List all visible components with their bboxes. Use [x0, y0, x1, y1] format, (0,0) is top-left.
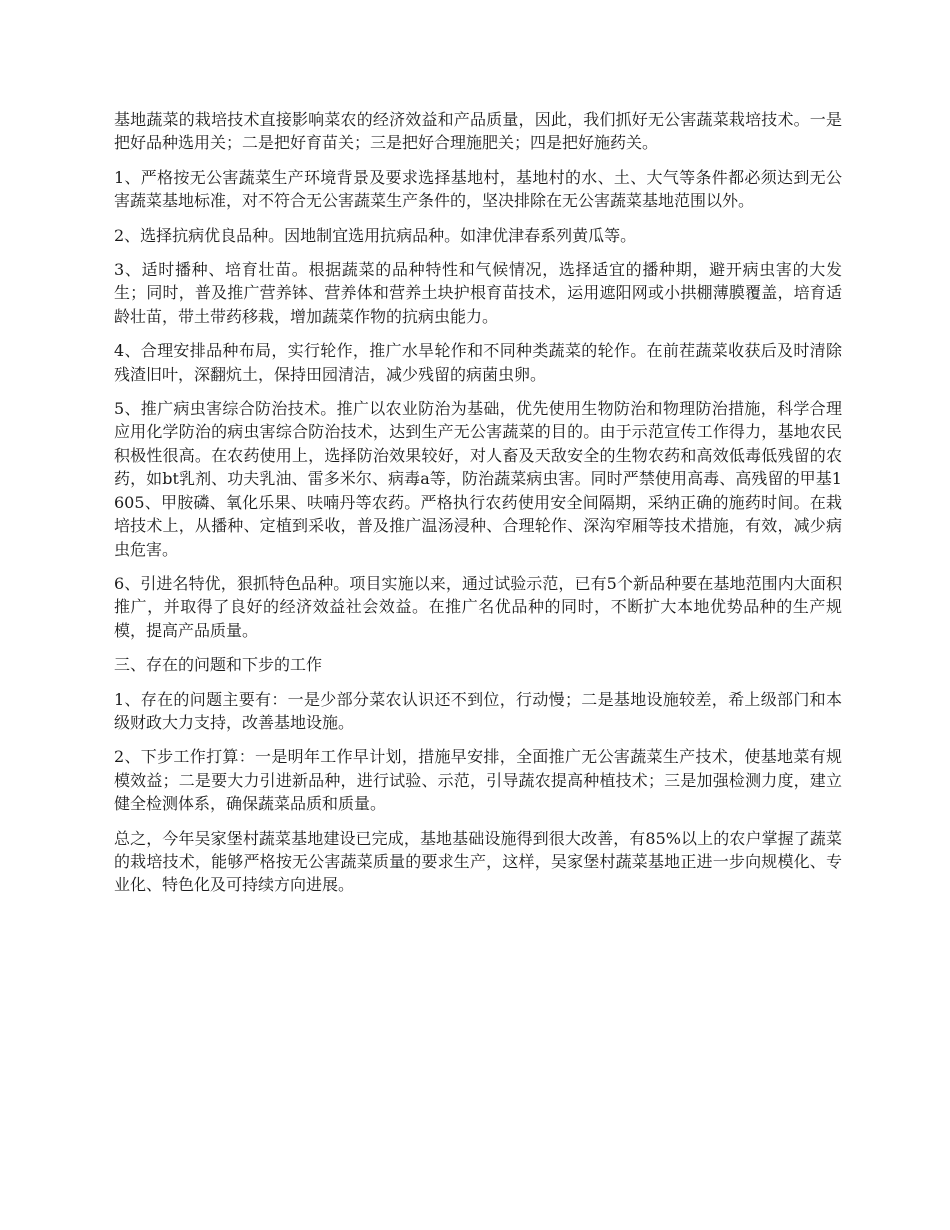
document-body: [114, 108, 842, 908]
paragraph-item-2: 2、选择抗病优良品种。因地制宜选用抗病品种。如津优津春系列黄瓜等。: [114, 225, 637, 245]
section-heading-problems: 三、存在的问题和下步的工作: [114, 655, 323, 675]
paragraph-item-4: 4、合理安排品种布局，实行轮作，推广水旱轮作和不同种类蔬菜的轮作。在前茬蔬菜收获后及时清除残渣旧叶，深翻炕土，保持田园清洁，减少残留的病菌虫卵。: [114, 341, 842, 384]
paragraph-problems: 1、存在的问题主要有：一是少部分菜农认识还不到位，行动慢；二是基地设施较差，希上级部门和本级财政大力支持，改善基地设施。: [114, 689, 842, 732]
paragraph-conclusion: 总之，今年吴家堡村蔬菜基地建设已完成，基地基础设施得到很大改善，有85%以上的农户掌握了蔬菜的栽培技术，能够严格按无公害蔬菜质量的要求生产，这样，吴家堡村蔬菜基地正进一步向规模化、专业化、特色化及可持续方向进展。: [114, 828, 842, 895]
paragraph-item-5: 5、推广病虫害综合防治技术。推广以农业防治为基础，优先使用生物防治和物理防治措施，科学合理应用化学防治的病虫害综合防治技术，达到生产无公害蔬菜的目的。由于示范宣传工作得力，基地农民积极性很高。在农药使用上，选择防治效果较好，对人畜及天敌安全的生物农药和高效低毒低残留的农药，如bt乳剂、功夫乳油、雷多米尔、病毒a等，防治蔬菜病虫害。同时严禁使用高毒、高残留的甲基1605、甲胺磷、氧化乐果、呋喃丹等农药。严格执行农药使用安全间隔期，采纳正确的施药时间。在栽培技术上，从播种、定植到采收，普及推广温汤浸种、合理轮作、深沟窄厢等技术措施，有效，减少病虫危害。: [114, 399, 842, 559]
paragraph-intro: 基地蔬菜的栽培技术直接影响菜农的经济效益和产品质量，因此，我们抓好无公害蔬菜栽培技术。一是把好品种选用关；二是把好育苗关；三是把好合理施肥关；四是把好施药关。: [114, 110, 842, 153]
paragraph-next-steps: 2、下步工作打算：一是明年工作早计划，措施早安排，全面推广无公害蔬菜生产技术，使基地菜有规模效益；二是要大力引进新品种，进行试验、示范，引导蔬农提高种植技术；三是加强检测力度，建立健全检测体系，确保蔬菜品质和质量。: [114, 747, 842, 814]
paragraph-item-3: 3、适时播种、培育壮苗。根据蔬菜的品种特性和气候情况，选择适宜的播种期，避开病虫害的大发生；同时，普及推广营养钵、营养体和营养土块护根育苗技术，运用遮阳网或小拱棚薄膜覆盖，培育适龄壮苗，带土带药移栽，增加蔬菜作物的抗病虫能力。: [114, 260, 842, 326]
paragraph-item-6: 6、引进名特优，狠抓特色品种。项目实施以来，通过试验示范，已有5个新品种要在基地范围内大面积推广，并取得了良好的经济效益社会效益。在推广名优品种的同时，不断扩大本地优势品种的生产规模，提高产品质量。: [114, 573, 842, 640]
paragraph-item-1: 1、严格按无公害蔬菜生产环境背景及要求选择基地村，基地村的水、土、大气等条件都必须达到无公害蔬菜基地标准，对不符合无公害蔬菜生产条件的，坚决排除在无公害蔬菜基地范围以外。: [114, 167, 842, 211]
